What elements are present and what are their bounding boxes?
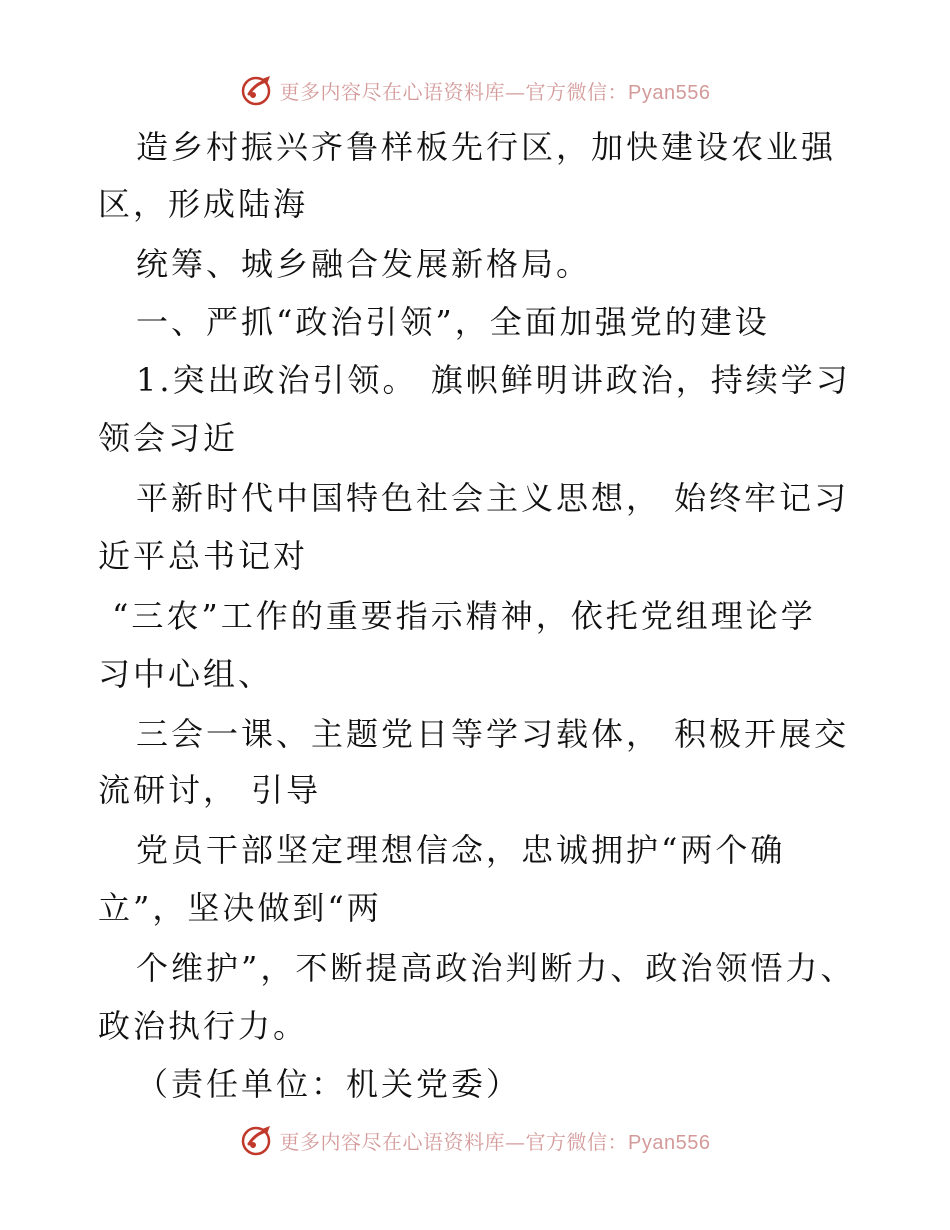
text-line: 领会习近 [98, 419, 239, 457]
text-line: 统筹、城乡融合发展新格局。 [136, 245, 592, 283]
text-line: 近平总书记对 [98, 537, 309, 575]
text-line: 个维护”，不断提高政治判断力、政治领悟力、 [136, 949, 856, 987]
text-line: 习中心组、 [98, 655, 274, 693]
text-line: 区，形成陆海 [98, 185, 309, 223]
text-line: 造乡村振兴齐鲁样板先行区，加快建设农业强 [136, 128, 837, 166]
text-line: 三会一课、主题党日等学习载体， 积极开展交 [136, 715, 850, 753]
text-line: 党员干部坚定理想信念，忠诚拥护“两个确 [136, 831, 786, 869]
section-heading: 一、严抓“政治引领”，全面加强党的建设 [136, 303, 770, 341]
watermark-text: 更多内容尽在心语资料库—官方微信： [279, 1129, 629, 1154]
text-line: “三农”工作的重要指示精神，依托党组理论学 [112, 597, 816, 635]
footer-watermark [0, 1120, 950, 1160]
watermark-wechat-id: Pyan556 [628, 81, 711, 104]
text-line: 平新时代中国特色社会主义思想， 始终牢记习 [136, 479, 850, 517]
text-line: 1.突出政治引领。 旗帜鲜明讲政治，持续学习 [136, 361, 851, 399]
text-line: 立”，坚决做到“两 [98, 889, 382, 927]
text-line: 政治执行力。 [98, 1007, 309, 1045]
watermark-text: 更多内容尽在心语资料库—官方微信： [279, 79, 629, 104]
responsible-unit-note: （责任单位：机关党委） [136, 1065, 522, 1103]
text-line: 流研讨， 引导 [98, 771, 322, 809]
brand-logo-icon [240, 1123, 274, 1157]
watermark-wechat-id: Pyan556 [628, 1131, 711, 1154]
